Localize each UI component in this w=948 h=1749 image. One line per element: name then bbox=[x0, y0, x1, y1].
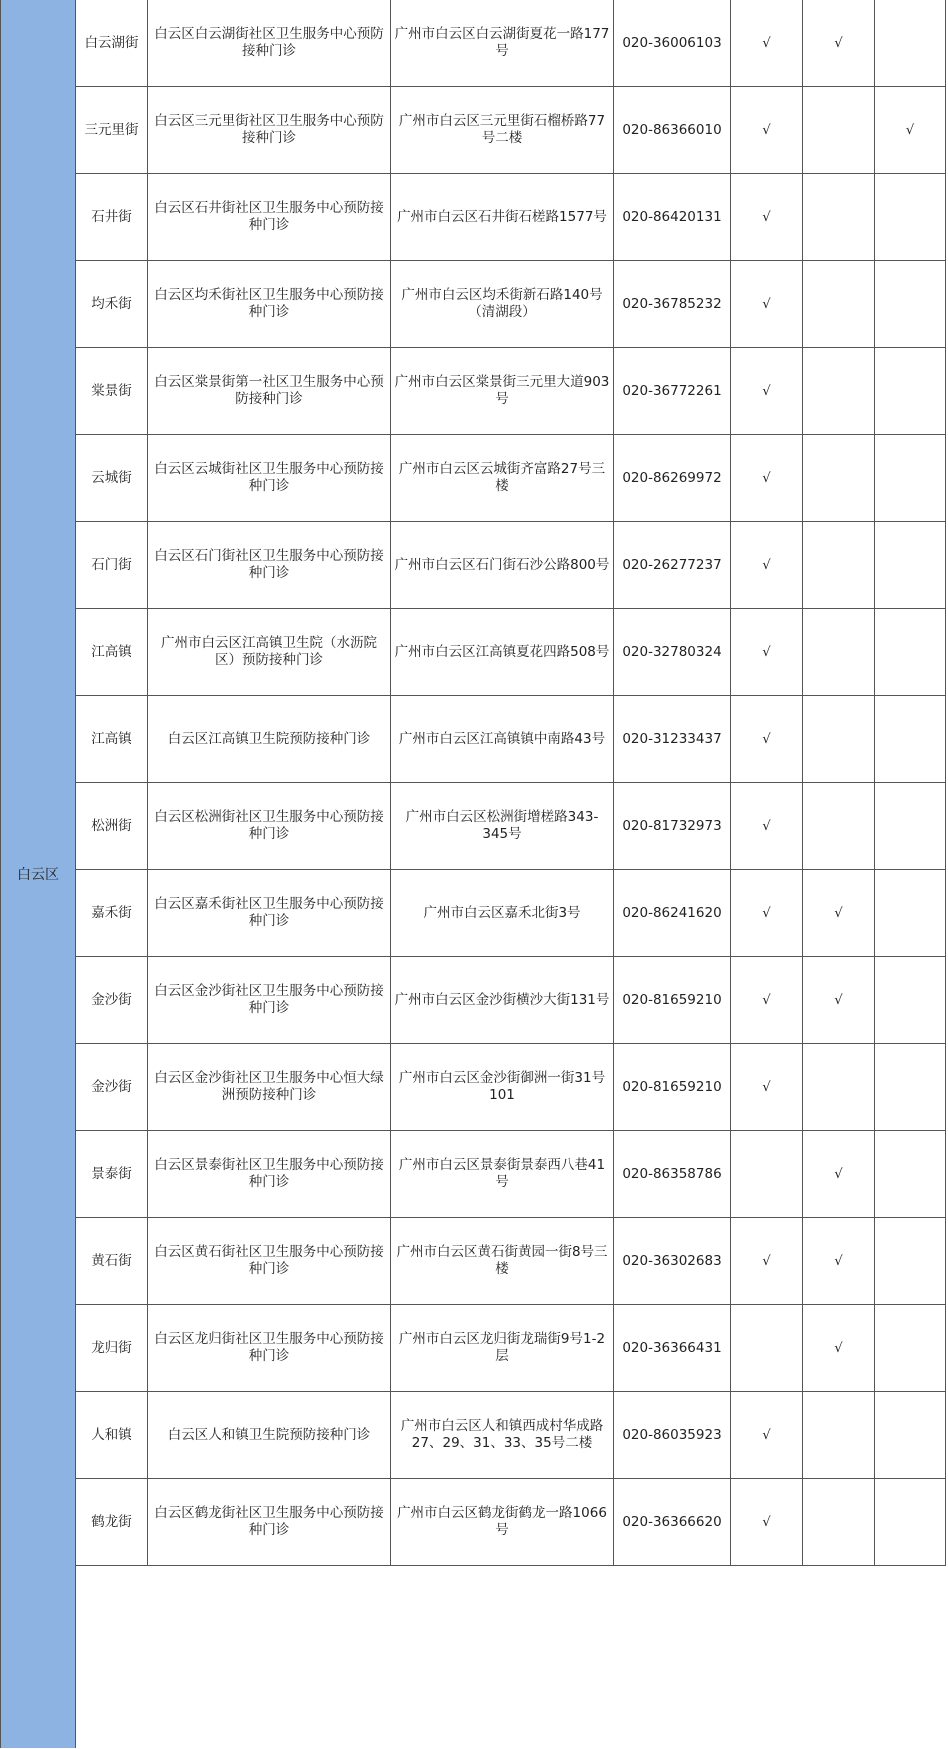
check-cell-a bbox=[731, 348, 803, 434]
check-cell-c bbox=[875, 87, 946, 173]
clinic-name-text: 广州市白云区江高镇卫生院（水沥院区）预防接种门诊 bbox=[161, 635, 377, 668]
check-cell-b bbox=[803, 1131, 875, 1217]
check-mark: √ bbox=[834, 1253, 843, 1269]
street-text: 石门街 bbox=[91, 556, 132, 573]
street-cell bbox=[76, 522, 148, 608]
street-cell bbox=[76, 609, 148, 695]
street-cell bbox=[76, 1392, 148, 1478]
check-mark: √ bbox=[762, 557, 771, 573]
check-cell-c bbox=[875, 0, 946, 86]
table-row bbox=[76, 1131, 946, 1218]
address-cell bbox=[391, 522, 614, 608]
phone-text: 020-81659210 bbox=[622, 991, 722, 1008]
phone-cell bbox=[614, 435, 731, 521]
address-text: 广州市白云区棠景街三元里大道903号 bbox=[394, 374, 610, 407]
address-text: 广州市白云区景泰街景泰西八巷41号 bbox=[398, 1157, 606, 1190]
street-cell bbox=[76, 87, 148, 173]
check-cell-a bbox=[731, 609, 803, 695]
phone-cell bbox=[614, 1392, 731, 1478]
phone-text: 020-36366620 bbox=[622, 1513, 722, 1530]
clinic-name-cell bbox=[148, 348, 391, 434]
clinic-name-text: 白云区白云湖街社区卫生服务中心预防接种门诊 bbox=[154, 26, 384, 59]
clinic-name-cell bbox=[148, 870, 391, 956]
phone-cell bbox=[614, 87, 731, 173]
phone-cell bbox=[614, 348, 731, 434]
address-cell bbox=[391, 1479, 614, 1565]
check-mark: √ bbox=[834, 1166, 843, 1182]
check-cell-a bbox=[731, 1218, 803, 1304]
table-row bbox=[76, 696, 946, 783]
phone-text: 020-36366431 bbox=[622, 1339, 722, 1356]
clinic-name-text: 白云区石井街社区卫生服务中心预防接种门诊 bbox=[154, 200, 384, 233]
clinic-name-text: 白云区鹤龙街社区卫生服务中心预防接种门诊 bbox=[154, 1505, 384, 1538]
clinic-name-text: 白云区江高镇卫生院预防接种门诊 bbox=[167, 730, 371, 747]
check-mark: √ bbox=[762, 35, 771, 51]
clinic-name-cell bbox=[148, 0, 391, 86]
street-text: 白云湖街 bbox=[84, 34, 139, 51]
check-cell-a bbox=[731, 957, 803, 1043]
phone-cell bbox=[614, 1131, 731, 1217]
check-cell-b bbox=[803, 1479, 875, 1565]
street-cell bbox=[76, 1131, 148, 1217]
table-row bbox=[76, 522, 946, 609]
street-text: 嘉禾街 bbox=[91, 904, 132, 921]
phone-text: 020-36006103 bbox=[622, 34, 722, 51]
check-cell-a bbox=[731, 870, 803, 956]
check-cell-b bbox=[803, 783, 875, 869]
check-cell-b bbox=[803, 1305, 875, 1391]
address-text: 广州市白云区金沙街御洲一街31号101 bbox=[398, 1070, 606, 1103]
phone-text: 020-86269972 bbox=[622, 469, 722, 486]
address-text: 广州市白云区鹤龙街鹤龙一路1066号 bbox=[397, 1505, 607, 1538]
phone-cell bbox=[614, 1044, 731, 1130]
clinic-name-text: 白云区石门街社区卫生服务中心预防接种门诊 bbox=[154, 548, 384, 581]
phone-cell bbox=[614, 1305, 731, 1391]
clinic-name-cell bbox=[148, 1044, 391, 1130]
district-cell bbox=[0, 0, 76, 1748]
check-cell-b bbox=[803, 696, 875, 782]
street-cell bbox=[76, 261, 148, 347]
street-cell bbox=[76, 174, 148, 260]
address-cell bbox=[391, 0, 614, 86]
check-cell-b bbox=[803, 87, 875, 173]
check-cell-c bbox=[875, 174, 946, 260]
check-cell-a bbox=[731, 1392, 803, 1478]
check-cell-c bbox=[875, 1305, 946, 1391]
check-cell-b bbox=[803, 348, 875, 434]
check-cell-b bbox=[803, 261, 875, 347]
address-cell bbox=[391, 957, 614, 1043]
street-text: 均禾街 bbox=[91, 295, 132, 312]
check-mark: √ bbox=[762, 731, 771, 747]
check-cell-c bbox=[875, 348, 946, 434]
street-text: 鹤龙街 bbox=[91, 1513, 132, 1530]
street-cell bbox=[76, 957, 148, 1043]
table-row bbox=[76, 174, 946, 261]
phone-text: 020-86035923 bbox=[622, 1426, 722, 1443]
check-mark: √ bbox=[762, 296, 771, 312]
check-cell-b bbox=[803, 957, 875, 1043]
phone-cell bbox=[614, 870, 731, 956]
address-text: 广州市白云区松洲街增槎路343-345号 bbox=[405, 809, 599, 842]
table-row bbox=[76, 957, 946, 1044]
street-text: 人和镇 bbox=[91, 1426, 132, 1443]
address-cell bbox=[391, 1044, 614, 1130]
check-cell-c bbox=[875, 435, 946, 521]
clinic-name-cell bbox=[148, 174, 391, 260]
street-text: 景泰街 bbox=[91, 1165, 132, 1182]
phone-text: 020-81732973 bbox=[622, 817, 722, 834]
clinic-name-text: 白云区三元里街社区卫生服务中心预防接种门诊 bbox=[154, 113, 384, 146]
phone-cell bbox=[614, 696, 731, 782]
check-cell-b bbox=[803, 0, 875, 86]
street-text: 金沙街 bbox=[91, 1078, 132, 1095]
clinic-name-cell bbox=[148, 87, 391, 173]
clinic-name-text: 白云区棠景街第一社区卫生服务中心预防接种门诊 bbox=[154, 374, 384, 407]
clinic-name-cell bbox=[148, 1392, 391, 1478]
table-row bbox=[76, 1479, 946, 1566]
clinic-name-text: 白云区人和镇卫生院预防接种门诊 bbox=[167, 1426, 371, 1443]
table-row bbox=[76, 435, 946, 522]
street-cell bbox=[76, 783, 148, 869]
check-mark: √ bbox=[834, 1340, 843, 1356]
address-text: 广州市白云区白云湖街夏花一路177号 bbox=[394, 26, 610, 59]
clinic-name-cell bbox=[148, 522, 391, 608]
check-cell-a bbox=[731, 1305, 803, 1391]
table-row bbox=[76, 348, 946, 435]
check-cell-c bbox=[875, 1218, 946, 1304]
address-text: 广州市白云区江高镇夏花四路508号 bbox=[394, 643, 610, 660]
check-cell-a bbox=[731, 522, 803, 608]
table-row bbox=[76, 870, 946, 957]
street-cell bbox=[76, 696, 148, 782]
check-mark: √ bbox=[762, 122, 771, 138]
street-text: 松洲街 bbox=[91, 817, 132, 834]
check-cell-c bbox=[875, 957, 946, 1043]
check-mark: √ bbox=[834, 905, 843, 921]
phone-cell bbox=[614, 609, 731, 695]
street-cell bbox=[76, 435, 148, 521]
check-mark: √ bbox=[905, 122, 915, 138]
street-cell bbox=[76, 1479, 148, 1565]
phone-cell bbox=[614, 783, 731, 869]
street-cell bbox=[76, 1218, 148, 1304]
table-row bbox=[76, 1392, 946, 1479]
address-cell bbox=[391, 1392, 614, 1478]
address-cell bbox=[391, 783, 614, 869]
phone-cell bbox=[614, 957, 731, 1043]
phone-text: 020-32780324 bbox=[622, 643, 722, 660]
street-text: 黄石街 bbox=[91, 1252, 132, 1269]
check-cell-a bbox=[731, 696, 803, 782]
check-cell-a bbox=[731, 0, 803, 86]
table-row bbox=[76, 783, 946, 870]
clinic-name-cell bbox=[148, 957, 391, 1043]
check-cell-c bbox=[875, 870, 946, 956]
table-row bbox=[76, 87, 946, 174]
phone-text: 020-31233437 bbox=[622, 730, 722, 747]
check-mark: √ bbox=[762, 1079, 771, 1095]
phone-cell bbox=[614, 1218, 731, 1304]
check-cell-b bbox=[803, 1044, 875, 1130]
clinic-name-cell bbox=[148, 1131, 391, 1217]
check-mark: √ bbox=[762, 1514, 771, 1530]
address-cell bbox=[391, 1305, 614, 1391]
street-text: 金沙街 bbox=[91, 991, 132, 1008]
address-cell bbox=[391, 174, 614, 260]
check-cell-a bbox=[731, 435, 803, 521]
street-cell bbox=[76, 1305, 148, 1391]
street-cell bbox=[76, 1044, 148, 1130]
address-text: 广州市白云区江高镇镇中南路43号 bbox=[398, 730, 606, 747]
street-cell bbox=[76, 0, 148, 86]
phone-text: 020-36772261 bbox=[622, 382, 722, 399]
check-cell-c bbox=[875, 261, 946, 347]
check-mark: √ bbox=[834, 35, 843, 51]
check-mark: √ bbox=[762, 209, 771, 225]
clinic-name-text: 白云区嘉禾街社区卫生服务中心预防接种门诊 bbox=[154, 896, 384, 929]
clinic-name-cell bbox=[148, 783, 391, 869]
street-text: 龙归街 bbox=[91, 1339, 132, 1356]
phone-text: 020-36785232 bbox=[622, 295, 722, 312]
check-mark: √ bbox=[762, 818, 771, 834]
check-cell-c bbox=[875, 609, 946, 695]
phone-text: 020-81659210 bbox=[622, 1078, 722, 1095]
address-text: 广州市白云区金沙街横沙大街131号 bbox=[394, 991, 610, 1008]
street-text: 江高镇 bbox=[91, 730, 132, 747]
table-row bbox=[76, 1218, 946, 1305]
phone-text: 020-26277237 bbox=[622, 556, 722, 573]
street-cell bbox=[76, 870, 148, 956]
check-cell-b bbox=[803, 174, 875, 260]
clinic-name-text: 白云区景泰街社区卫生服务中心预防接种门诊 bbox=[154, 1157, 384, 1190]
check-mark: √ bbox=[762, 383, 771, 399]
check-mark: √ bbox=[762, 1427, 771, 1443]
check-cell-b bbox=[803, 870, 875, 956]
address-cell bbox=[391, 435, 614, 521]
check-cell-c bbox=[875, 522, 946, 608]
check-cell-a bbox=[731, 1131, 803, 1217]
address-cell bbox=[391, 696, 614, 782]
clinic-name-cell bbox=[148, 435, 391, 521]
clinic-name-text: 白云区金沙街社区卫生服务中心预防接种门诊 bbox=[154, 983, 384, 1016]
address-cell bbox=[391, 87, 614, 173]
check-cell-c bbox=[875, 1131, 946, 1217]
check-cell-b bbox=[803, 522, 875, 608]
phone-cell bbox=[614, 261, 731, 347]
check-cell-c bbox=[875, 696, 946, 782]
check-cell-c bbox=[875, 1044, 946, 1130]
phone-text: 020-86420131 bbox=[622, 208, 722, 225]
clinic-name-cell bbox=[148, 1479, 391, 1565]
clinic-name-cell bbox=[148, 1305, 391, 1391]
district-label: 白云区 bbox=[17, 867, 59, 883]
phone-cell bbox=[614, 0, 731, 86]
phone-cell bbox=[614, 1479, 731, 1565]
check-mark: √ bbox=[762, 644, 771, 660]
table-row bbox=[76, 1305, 946, 1392]
street-text: 石井街 bbox=[91, 208, 132, 225]
phone-cell bbox=[614, 174, 731, 260]
address-cell bbox=[391, 609, 614, 695]
address-text: 广州市白云区云城街齐富路27号三楼 bbox=[398, 461, 606, 494]
clinic-name-text: 白云区均禾街社区卫生服务中心预防接种门诊 bbox=[154, 287, 384, 320]
check-cell-c bbox=[875, 1392, 946, 1478]
street-text: 云城街 bbox=[91, 469, 132, 486]
table-row bbox=[76, 0, 946, 87]
clinic-name-text: 白云区松洲街社区卫生服务中心预防接种门诊 bbox=[154, 809, 384, 842]
address-cell bbox=[391, 870, 614, 956]
phone-text: 020-86366010 bbox=[622, 121, 722, 138]
address-text: 广州市白云区黄石街黄园一街8号三楼 bbox=[396, 1244, 608, 1277]
clinic-name-cell bbox=[148, 1218, 391, 1304]
check-cell-a bbox=[731, 783, 803, 869]
check-cell-c bbox=[875, 783, 946, 869]
street-text: 棠景街 bbox=[91, 382, 132, 399]
address-cell bbox=[391, 1131, 614, 1217]
clinic-name-cell bbox=[148, 696, 391, 782]
address-text: 广州市白云区三元里街石榴桥路77号二楼 bbox=[398, 113, 606, 146]
street-text: 三元里街 bbox=[84, 121, 139, 138]
check-mark: √ bbox=[762, 992, 771, 1008]
address-cell bbox=[391, 348, 614, 434]
phone-cell bbox=[614, 522, 731, 608]
check-cell-a bbox=[731, 174, 803, 260]
address-text: 广州市白云区嘉禾北街3号 bbox=[423, 904, 581, 921]
table-row bbox=[76, 1044, 946, 1131]
check-cell-b bbox=[803, 435, 875, 521]
address-cell bbox=[391, 1218, 614, 1304]
check-cell-b bbox=[803, 609, 875, 695]
street-text: 江高镇 bbox=[91, 643, 132, 660]
clinic-name-text: 白云区黄石街社区卫生服务中心预防接种门诊 bbox=[154, 1244, 384, 1277]
address-text: 广州市白云区石门街石沙公路800号 bbox=[394, 556, 610, 573]
address-text: 广州市白云区石井街石槎路1577号 bbox=[397, 208, 607, 225]
check-cell-a bbox=[731, 1479, 803, 1565]
address-text: 广州市白云区人和镇西成村华成路27、29、31、33、35号二楼 bbox=[400, 1418, 604, 1451]
check-cell-a bbox=[731, 87, 803, 173]
check-mark: √ bbox=[762, 470, 771, 486]
check-mark: √ bbox=[834, 992, 843, 1008]
check-cell-a bbox=[731, 1044, 803, 1130]
check-cell-c bbox=[875, 1479, 946, 1565]
clinic-name-cell bbox=[148, 609, 391, 695]
address-cell bbox=[391, 261, 614, 347]
check-mark: √ bbox=[762, 905, 771, 921]
clinic-name-text: 白云区云城街社区卫生服务中心预防接种门诊 bbox=[154, 461, 384, 494]
table-row bbox=[76, 261, 946, 348]
clinic-name-text: 白云区金沙街社区卫生服务中心恒大绿洲预防接种门诊 bbox=[154, 1070, 384, 1103]
phone-text: 020-86241620 bbox=[622, 904, 722, 921]
address-text: 广州市白云区均禾街新石路140号（清湖段） bbox=[401, 287, 603, 320]
address-text: 广州市白云区龙归街龙瑞街9号1-2层 bbox=[398, 1331, 606, 1364]
phone-text: 020-86358786 bbox=[622, 1165, 722, 1182]
check-cell-b bbox=[803, 1218, 875, 1304]
check-mark: √ bbox=[762, 1253, 771, 1269]
table-row bbox=[76, 609, 946, 696]
clinic-name-text: 白云区龙归街社区卫生服务中心预防接种门诊 bbox=[154, 1331, 384, 1364]
check-cell-a bbox=[731, 261, 803, 347]
phone-text: 020-36302683 bbox=[622, 1252, 722, 1269]
clinic-name-cell bbox=[148, 261, 391, 347]
check-cell-b bbox=[803, 1392, 875, 1478]
street-cell bbox=[76, 348, 148, 434]
